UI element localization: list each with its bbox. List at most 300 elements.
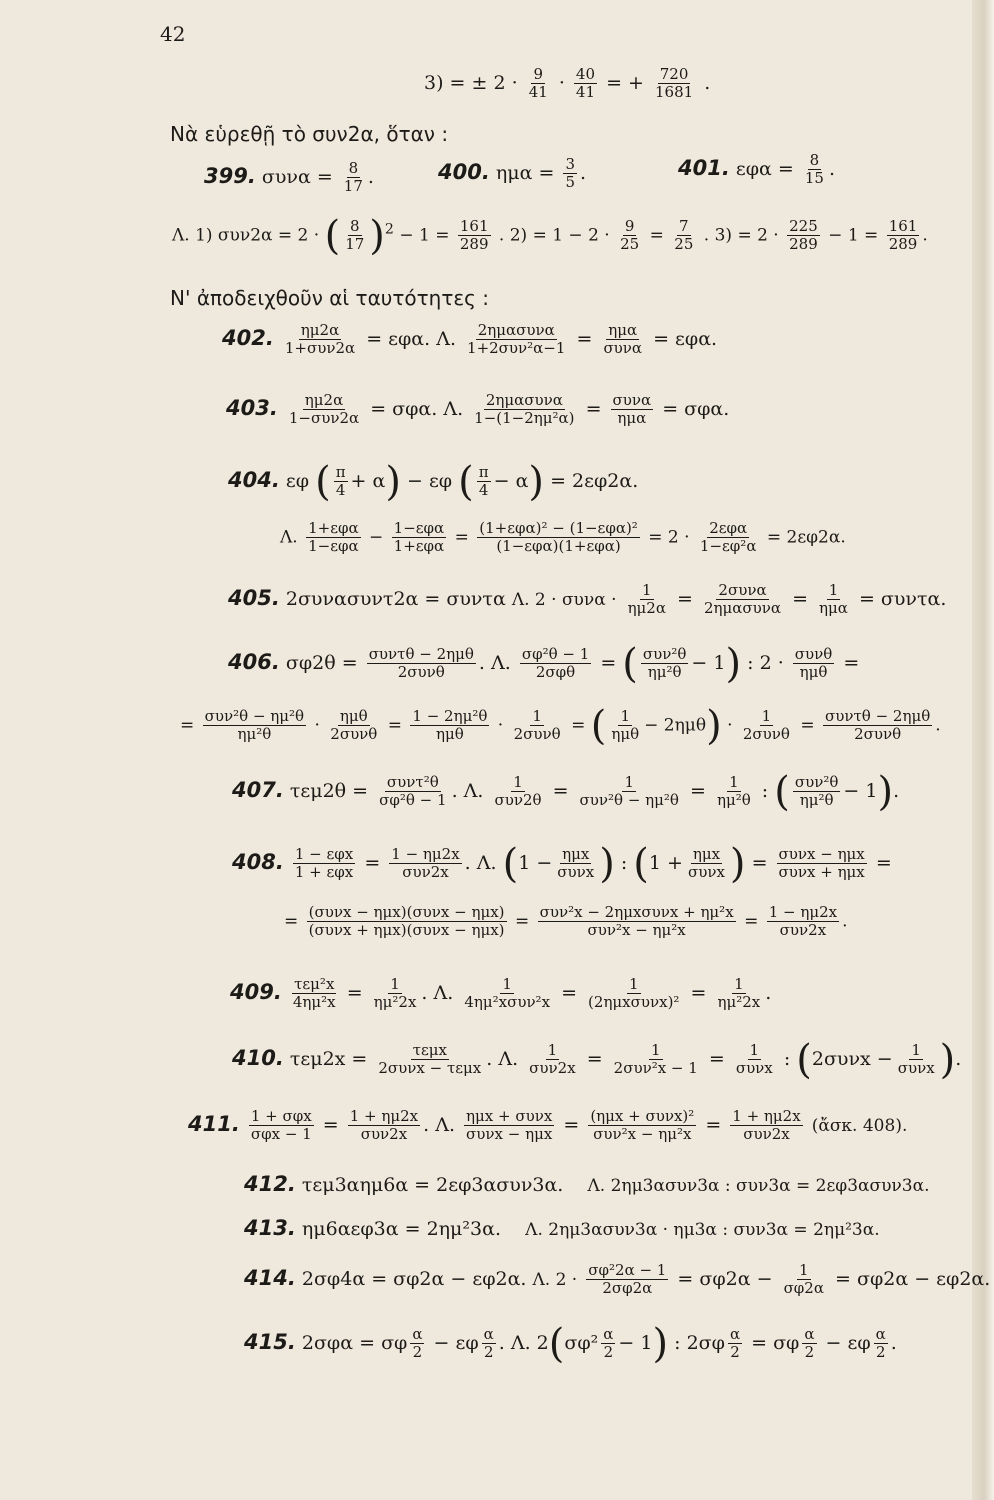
math-text: Λ. <box>498 1047 519 1070</box>
math-text: − 2ημθ <box>644 715 707 736</box>
numerator: 2ημασυνα <box>485 391 563 409</box>
math-text: ημα = <box>495 161 555 184</box>
numerator: 161 <box>888 217 918 235</box>
denominator: 2 <box>603 1343 614 1362</box>
denominator: 1−εφ²α <box>699 537 757 556</box>
math-text: Λ. <box>433 981 454 1004</box>
section-heading-prove: Ν' ἀποδειχθοῦν αἱ ταυτότητες : <box>170 286 490 310</box>
denominator: 2συνx − τεμx <box>378 1059 482 1078</box>
exponent: 2 <box>384 221 394 238</box>
fraction <box>287 392 361 428</box>
denominator: 289 <box>789 235 818 254</box>
numerator: 1 <box>628 975 639 993</box>
denominator: 4 <box>335 481 346 500</box>
denominator: συνx <box>735 1059 773 1078</box>
numerator: ημθ <box>339 707 368 725</box>
fraction <box>741 708 792 744</box>
denominator: ημ²θ <box>237 725 272 744</box>
fraction <box>377 774 448 810</box>
denominator: ημα <box>617 409 647 428</box>
numerator: σφ²θ − 1 <box>521 645 590 663</box>
math-text: · <box>314 715 320 736</box>
fraction <box>601 1326 615 1362</box>
fraction <box>307 904 507 940</box>
math-text: + α <box>350 469 386 492</box>
problem-406 <box>228 640 860 687</box>
numerator: συν²θ − ημ²θ <box>204 707 305 725</box>
math-text: Λ. <box>436 327 456 350</box>
fraction <box>328 708 379 744</box>
numerator: 1 <box>624 773 635 791</box>
math-text: 405. <box>228 585 280 610</box>
fraction <box>612 1042 700 1078</box>
denominator: σφ2α <box>783 1279 824 1298</box>
numerator: 1 − ημ2x <box>768 903 838 921</box>
numerator: 1 <box>749 1041 760 1059</box>
fraction <box>609 708 641 744</box>
numerator: συν²x − 2ημxσυνx + ημ²x <box>539 903 734 921</box>
math-text: : 2σφ <box>674 1331 725 1354</box>
problem-413 <box>244 1218 880 1239</box>
fraction <box>555 846 596 882</box>
math-text: . <box>922 225 928 246</box>
parenthesis: ( <box>502 840 519 887</box>
math-text: Λ. <box>476 851 497 874</box>
denominator: 1+εφα <box>393 537 445 556</box>
parenthesis: ) <box>652 1320 669 1367</box>
math-text: (ἄσκ. 408). <box>811 1115 908 1136</box>
numerator: 7 <box>679 217 689 235</box>
numerator: 161 <box>459 217 489 235</box>
numerator: 1 <box>390 975 400 993</box>
parenthesis: ( <box>622 640 638 687</box>
math-text: 407. <box>232 777 284 802</box>
fraction <box>715 976 762 1012</box>
math-text: Λ. 2 · <box>532 1269 578 1290</box>
numerator: τεμx <box>412 1041 447 1059</box>
math-text: τεμ3αημ6α = 2εφ3ασυν3α. <box>301 1174 564 1196</box>
math-text: Λ. <box>491 651 511 674</box>
numerator: 1 <box>734 975 744 993</box>
numerator: (ημx + συνx)² <box>590 1107 695 1125</box>
fraction <box>787 218 820 254</box>
fraction <box>306 520 361 556</box>
problem-405 <box>228 582 946 618</box>
math-text: . <box>421 981 428 1004</box>
math-text: 2συνx − <box>811 1047 893 1070</box>
fraction <box>527 66 550 102</box>
denominator: συν2θ <box>494 791 542 810</box>
denominator: 2συν²x − 1 <box>613 1059 698 1078</box>
math-text: 2σφ4α = σφ2α − εφ2α. <box>301 1267 527 1290</box>
math-text: − α <box>493 469 529 492</box>
fraction <box>734 1042 775 1078</box>
denominator: 1681 <box>655 83 694 102</box>
numerator: συντ²θ <box>386 773 439 791</box>
fraction <box>601 322 644 358</box>
math-text: . <box>935 715 941 736</box>
math-text: − 1 = <box>399 225 450 246</box>
denominator: σφx − 1 <box>250 1125 312 1144</box>
math-text: − εφ <box>825 1331 871 1354</box>
numerator: 8 <box>348 159 359 177</box>
math-text: = 2 · <box>648 527 690 548</box>
fraction <box>611 392 654 428</box>
fraction <box>343 218 366 254</box>
math-text: = <box>705 1113 722 1136</box>
numerator: 8 <box>809 151 820 169</box>
parenthesis: ) <box>939 1036 956 1083</box>
numerator: 2συνα <box>718 581 767 599</box>
previous-answer-line <box>424 66 710 102</box>
math-text: . <box>464 851 471 874</box>
denominator: ημθ <box>611 725 640 744</box>
math-text: . <box>486 1047 493 1070</box>
problem-400 <box>438 156 586 192</box>
numerator: 9 <box>533 65 543 83</box>
math-text: σφ² <box>564 1331 599 1354</box>
problem-411 <box>188 1108 907 1144</box>
numerator: σφ²2α − 1 <box>588 1261 667 1279</box>
fraction <box>458 218 491 254</box>
numerator: 1 <box>547 1041 558 1059</box>
numerator: ημ2α <box>300 321 340 339</box>
denominator: συν2x <box>779 921 827 940</box>
parenthesis: ) <box>729 840 746 887</box>
parenthesis: ) <box>369 212 385 259</box>
math-text: = σφ2α − <box>677 1267 773 1290</box>
numerator: συν²θ <box>794 773 839 791</box>
numerator: 1 <box>502 975 512 993</box>
denominator: 289 <box>459 235 489 254</box>
denominator: 41 <box>575 83 596 102</box>
math-text: . <box>367 165 374 188</box>
denominator: ημθ <box>799 663 828 682</box>
math-text: σφ2θ = <box>285 651 358 674</box>
fraction <box>641 646 689 682</box>
denominator: συν2x <box>529 1059 576 1078</box>
denominator: 2συνθ <box>854 725 902 744</box>
math-text: 403. <box>226 395 278 420</box>
fraction <box>342 160 365 196</box>
denominator: 2συνθ <box>330 725 378 744</box>
denominator: 4ημ²x <box>292 993 336 1012</box>
parenthesis: ( <box>796 1036 812 1083</box>
denominator: 2 <box>412 1343 423 1362</box>
numerator: τεμ²x <box>294 975 335 993</box>
math-text: = σφα. <box>662 397 730 420</box>
math-text: 401. <box>678 155 730 180</box>
numerator: 720 <box>659 65 689 83</box>
math-text: = <box>364 851 381 874</box>
numerator: 1 <box>642 581 652 599</box>
math-text: = 2εφ2α. <box>550 469 639 492</box>
math-text: ημ6αεφ3α = 2ημ²3α. <box>301 1218 501 1240</box>
numerator: 8 <box>349 217 360 235</box>
denominator: συν²x − ημ²x <box>587 921 686 940</box>
math-text: = <box>552 779 569 802</box>
math-text: = <box>322 1113 339 1136</box>
denominator: 41 <box>528 83 548 102</box>
math-text: = <box>875 851 892 874</box>
math-text: συνα = <box>261 165 333 188</box>
numerator: 9 <box>624 217 635 235</box>
answer-404 <box>280 520 846 556</box>
math-text: εφ <box>285 469 310 492</box>
fraction <box>574 66 597 102</box>
numerator: 1 <box>620 707 630 725</box>
math-text: 410. <box>232 1045 284 1070</box>
denominator: 25 <box>620 235 640 254</box>
fraction <box>672 218 695 254</box>
math-text: · <box>727 715 733 736</box>
problem-409 <box>230 976 771 1012</box>
fraction <box>462 976 552 1012</box>
denominator: 5 <box>565 173 575 192</box>
math-text: = <box>454 527 469 548</box>
parenthesis: ( <box>548 1320 565 1367</box>
math-text: = <box>284 911 299 932</box>
numerator: 1 <box>828 581 839 599</box>
numerator: ημx + συνx <box>466 1107 553 1125</box>
numerator: 1 + σφx <box>250 1107 312 1125</box>
problem-408-continued <box>284 904 848 940</box>
math-text: 404. <box>228 467 280 492</box>
fraction <box>249 1108 314 1144</box>
denominator: 1−συν2α <box>288 409 360 428</box>
math-text: . <box>423 1113 430 1136</box>
fraction <box>777 846 867 882</box>
denominator: συν²x − ημ²x <box>593 1125 692 1144</box>
math-text: Λ. <box>463 779 484 802</box>
math-text: = + <box>606 71 644 94</box>
math-text: = <box>677 587 693 610</box>
numerator: συντθ − 2ημθ <box>368 645 474 663</box>
numerator: 1−εφα <box>393 519 445 537</box>
denominator: 2 <box>804 1343 815 1362</box>
parenthesis: ) <box>599 840 615 887</box>
fraction <box>482 1326 496 1362</box>
denominator: 25 <box>674 235 694 254</box>
numerator: 1 <box>532 707 542 725</box>
math-text: = 2εφ2α. <box>766 527 846 548</box>
math-text: 400. <box>438 159 490 184</box>
denominator: 2 <box>483 1343 494 1362</box>
math-text: 414. <box>244 1265 296 1290</box>
denominator: 289 <box>888 235 918 254</box>
parenthesis: ) <box>725 640 742 687</box>
math-text: = <box>586 1047 603 1070</box>
math-text: 413. <box>244 1216 296 1240</box>
numerator: 1 <box>729 773 739 791</box>
math-text: − 1 <box>618 1331 653 1354</box>
math-text: Λ. 2ημ3ασυν3α · ημ3α : συν3α = 2ημ²3α. <box>525 1220 880 1240</box>
denominator: συνx − ημx <box>466 1125 553 1144</box>
math-text: . <box>498 1331 505 1354</box>
denominator: 1−εφα <box>308 537 359 556</box>
denominator: (2ημxσυνx)² <box>588 993 680 1012</box>
denominator: 2συνθ <box>397 663 445 682</box>
denominator: συνx <box>687 863 725 882</box>
fraction <box>802 1326 816 1362</box>
denominator: ημ²θ <box>716 791 751 810</box>
parenthesis: ( <box>633 840 649 887</box>
fraction <box>465 322 567 358</box>
math-text: εφα = <box>735 157 794 180</box>
denominator: 2 <box>730 1343 740 1362</box>
fraction <box>728 1326 742 1362</box>
parenthesis: ( <box>458 458 474 505</box>
numerator: ημ2α <box>304 391 344 409</box>
fraction <box>887 218 920 254</box>
math-text: = <box>180 715 195 736</box>
math-text: : 2 · <box>747 651 784 674</box>
fraction <box>477 464 491 500</box>
fraction <box>291 976 338 1012</box>
fraction <box>348 1108 420 1144</box>
fraction <box>823 708 932 744</box>
fraction <box>464 1108 554 1144</box>
numerator: 1 <box>911 1041 921 1059</box>
numerator: 1 + ημ2x <box>732 1107 801 1125</box>
math-text: = <box>751 851 768 874</box>
math-text: = <box>387 715 402 736</box>
denominator: 2σφ2α <box>602 1279 653 1298</box>
fraction <box>653 66 695 102</box>
problem-408 <box>232 840 892 887</box>
fraction <box>492 774 543 810</box>
math-text: − εφ <box>433 1331 479 1354</box>
fraction <box>782 1262 826 1298</box>
numerator: 1+εφα <box>308 519 359 537</box>
numerator: α <box>804 1325 815 1343</box>
denominator: 1−(1−2ημ²α) <box>474 409 575 428</box>
math-text: 411. <box>188 1111 240 1136</box>
denominator: συν2x <box>743 1125 790 1144</box>
problem-403 <box>226 392 729 428</box>
denominator: 17 <box>345 235 365 254</box>
problem-402 <box>222 322 717 358</box>
math-text: . <box>580 161 587 184</box>
parenthesis: ) <box>385 458 401 505</box>
numerator: συν²θ <box>642 645 687 663</box>
math-text: = <box>744 911 759 932</box>
math-text: Λ. 2 · συνα · <box>511 589 617 610</box>
numerator: 1 <box>650 1041 661 1059</box>
denominator: 4 <box>478 481 489 500</box>
denominator: ημ²θ <box>799 791 834 810</box>
section-heading-find: Νὰ εὑρεθῇ τὸ συν2α, ὅταν : <box>170 122 449 146</box>
numerator: ημx <box>692 845 721 863</box>
numerator: 1 + ημ2x <box>349 1107 419 1125</box>
math-text: = <box>690 779 706 802</box>
math-text: = <box>571 715 586 736</box>
numerator: συντθ − 2ημθ <box>825 707 931 725</box>
math-text: 399. <box>204 163 256 188</box>
math-text: · <box>497 715 504 736</box>
denominator: 2σφθ <box>535 663 576 682</box>
numerator: ημα <box>608 321 638 339</box>
denominator: (συνx + ημx)(συνx − ημx) <box>308 921 505 940</box>
denominator: 1+συν2α <box>284 339 356 358</box>
numerator: π <box>335 463 346 481</box>
math-text: − εφ <box>407 469 453 492</box>
math-text: = <box>843 651 860 674</box>
denominator: ημθ <box>436 725 464 744</box>
fraction <box>477 520 640 556</box>
problem-412 <box>244 1174 929 1195</box>
numerator: α <box>729 1325 741 1343</box>
math-text: 402. <box>222 325 274 350</box>
math-text: = <box>649 225 664 246</box>
fraction <box>203 708 306 744</box>
math-text: = σφα. <box>370 397 438 420</box>
fraction <box>527 1042 577 1078</box>
numerator: α <box>603 1325 614 1343</box>
fraction <box>702 582 783 618</box>
parenthesis: ( <box>324 212 341 259</box>
math-text: − 1 = <box>828 225 879 246</box>
math-text: 406. <box>228 649 280 674</box>
math-text: : <box>761 779 769 802</box>
denominator: συν2x <box>360 1125 408 1144</box>
math-text: 2σφα = σφ <box>301 1331 408 1354</box>
numerator: 1 − ημ2x <box>391 845 460 863</box>
fraction <box>376 1042 483 1078</box>
numerator: 1 − 2ημ²θ <box>412 707 488 725</box>
denominator: ημ²2x <box>717 993 761 1012</box>
numerator: 1 <box>761 707 772 725</box>
math-text: 3) = ± 2 · <box>424 71 518 94</box>
denominator: ημ2α <box>627 599 666 618</box>
fraction <box>874 1326 888 1362</box>
denominator: 2 <box>875 1343 886 1362</box>
denominator: 1+2συν²α−1 <box>467 339 566 358</box>
fraction <box>730 1108 802 1144</box>
math-text: . <box>765 981 772 1004</box>
denominator: σφ²θ − 1 <box>379 791 447 810</box>
fraction <box>803 152 826 188</box>
math-text: − 1 <box>691 651 726 674</box>
math-text: = <box>800 715 815 736</box>
parenthesis: ( <box>315 458 331 505</box>
fraction <box>896 1042 937 1078</box>
fraction <box>283 322 357 358</box>
denominator: 1 + εφx <box>294 863 354 882</box>
denominator: (1−εφα)(1+εφα) <box>496 537 621 556</box>
denominator: συνx <box>557 863 595 882</box>
numerator: συνθ <box>794 645 833 663</box>
math-text: . <box>955 1047 962 1070</box>
fraction <box>578 774 681 810</box>
parenthesis: ) <box>877 768 894 815</box>
math-text: = <box>514 911 530 932</box>
math-text: Λ. 2 <box>510 1331 549 1354</box>
fraction <box>472 392 576 428</box>
math-text: 409. <box>230 979 282 1004</box>
fraction <box>588 1108 696 1144</box>
denominator: 2ημασυνα <box>704 599 782 618</box>
problem-415 <box>244 1320 897 1367</box>
denominator: 15 <box>804 169 824 188</box>
math-text: Λ. <box>280 527 298 548</box>
math-text: = <box>585 397 602 420</box>
math-text: = <box>576 327 593 350</box>
numerator: 2εφα <box>709 519 748 537</box>
denominator: συνx + ημx <box>778 863 865 882</box>
fraction <box>715 774 753 810</box>
math-text: Λ. <box>443 397 464 420</box>
